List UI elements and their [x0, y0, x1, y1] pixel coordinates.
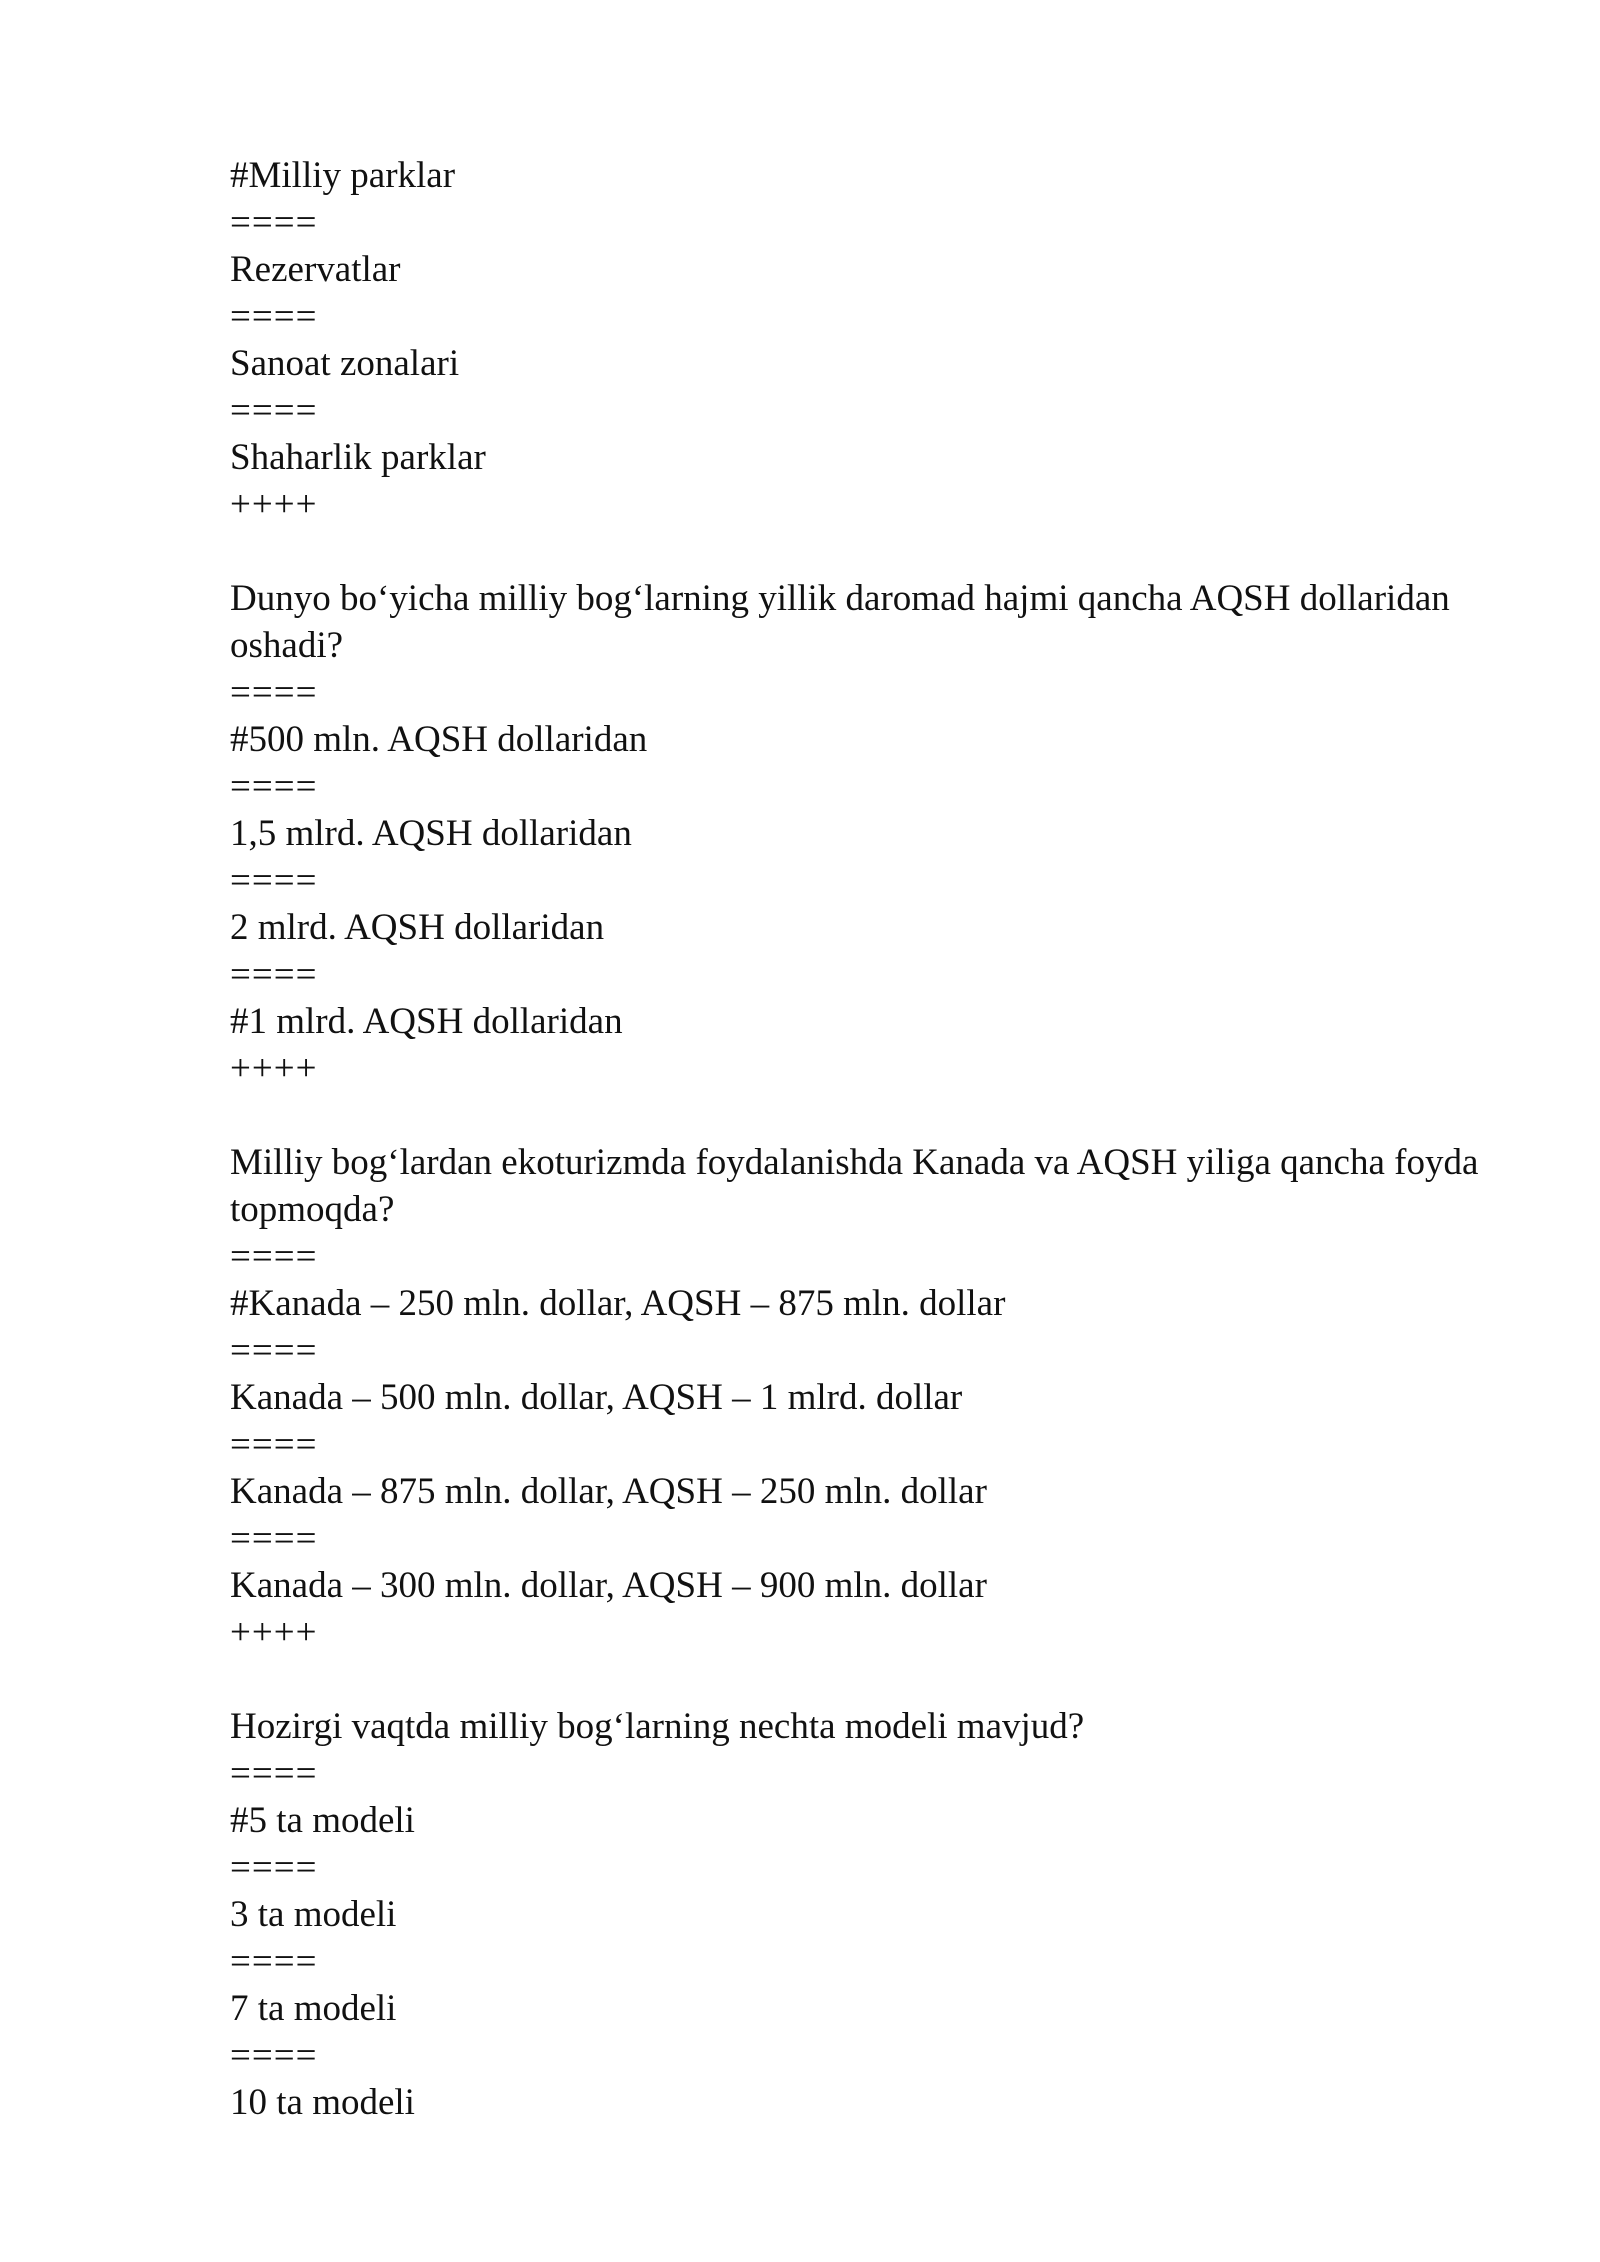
answer-option: 7 ta modeli [230, 1988, 397, 2029]
question-text: Dunyo bo‘yicha milliy bog‘larning yillik daromad hajmi qancha AQSH dollaridan oshadi? [230, 578, 1459, 666]
question-block [230, 1703, 1510, 2126]
option-separator: ==== [230, 954, 318, 995]
answer-option: 10 ta modeli [230, 2082, 415, 2123]
block-end-separator: ++++ [230, 484, 318, 525]
document-body [230, 152, 1510, 2126]
answer-option: #500 mln. AQSH dollaridan [230, 719, 648, 760]
answer-option: #1 mlrd. AQSH dollaridan [230, 1001, 623, 1042]
answer-option: Sanoat zonalari [230, 343, 460, 384]
option-separator: ==== [230, 296, 318, 337]
option-separator: ==== [230, 1424, 318, 1465]
option-separator: ==== [230, 1518, 318, 1559]
answer-option: #Kanada – 250 mln. dollar, AQSH – 875 mln. dollar [230, 1283, 1006, 1324]
answer-option: #5 ta modeli [230, 1800, 415, 1841]
option-separator: ==== [230, 766, 318, 807]
option-separator: ==== [230, 1847, 318, 1888]
option-separator: ==== [230, 1941, 318, 1982]
question-block [230, 1139, 1510, 1656]
answer-option: Kanada – 500 mln. dollar, AQSH – 1 mlrd. dollar [230, 1377, 963, 1418]
block-end-separator: ++++ [230, 1612, 318, 1653]
option-separator: ==== [230, 860, 318, 901]
option-separator: ==== [230, 1236, 318, 1277]
option-separator: ==== [230, 2035, 318, 2076]
answer-option: Shaharlik parklar [230, 437, 486, 478]
answer-option: #Milliy parklar [230, 155, 456, 196]
answer-option: 3 ta modeli [230, 1894, 397, 1935]
question-text: Milliy bog‘lardan ekoturizmda foydalanishda Kanada va AQSH yiliga qancha foyda topmoqda? [230, 1142, 1488, 1230]
option-separator: ==== [230, 1753, 318, 1794]
answer-option: Kanada – 300 mln. dollar, AQSH – 900 mln. dollar [230, 1565, 987, 1606]
block-end-separator: ++++ [230, 1048, 318, 1089]
option-separator: ==== [230, 1330, 318, 1371]
option-separator: ==== [230, 390, 318, 431]
question-text: Hozirgi vaqtda milliy bog‘larning nechta modeli mavjud? [230, 1706, 1085, 1747]
answer-option: 2 mlrd. AQSH dollaridan [230, 907, 605, 948]
question-block [230, 575, 1510, 1092]
answer-option: 1,5 mlrd. AQSH dollaridan [230, 813, 632, 854]
answer-option: Kanada – 875 mln. dollar, AQSH – 250 mln. dollar [230, 1471, 987, 1512]
question-block [230, 152, 1510, 528]
answer-option: Rezervatlar [230, 249, 401, 290]
option-separator: ==== [230, 672, 318, 713]
option-separator: ==== [230, 202, 318, 243]
